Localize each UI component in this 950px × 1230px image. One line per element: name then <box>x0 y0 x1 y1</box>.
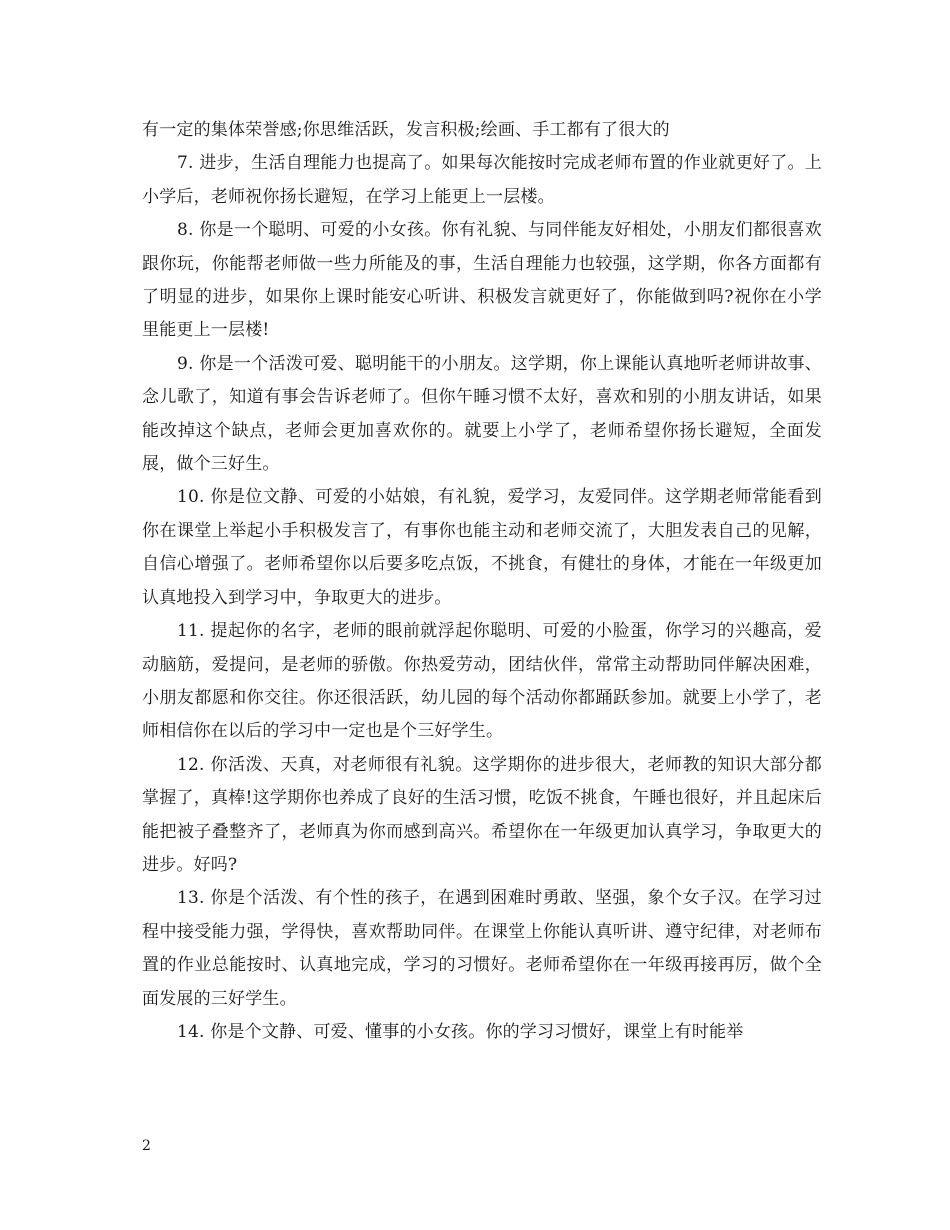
paragraph-item-7: 7. 进步，生活自理能力也提高了。如果每次能按时完成老师布置的作业就更好了。上小学后，老师祝你扬长避短，在学习上能更上一层楼。 <box>142 153 822 207</box>
page-number: 2 <box>142 1138 151 1154</box>
paragraph-item-12: 12. 你活泼、天真，对老师很有礼貌。这学期你的进步很大，老师教的知识大部分都掌握了，真棒!这学期你也养成了良好的生活习惯，吃饭不挑食，午睡也很好，并且起床后能把被子叠整齐了，老师真为你而感到高兴。希望你在一年级更加认真学习，争取更大的进步。好吗? <box>142 754 822 875</box>
paragraph-item-14: 14. 你是个文静、可爱、懂事的小女孩。你的学习习惯好，课堂上有时能举 <box>177 1021 744 1042</box>
paragraph-item-13: 13. 你是个活泼、有个性的孩子，在遇到困难时勇敢、坚强，象个女子汉。在学习过程中接受能力强，学得快，喜欢帮助同伴。在课堂上你能认真听讲、遵守纪律，对老师布置的作业总能按时、认真地完成，学习的习惯好。老师希望你在一年级再接再厉，做个全面发展的三好学生。 <box>142 888 822 1009</box>
paragraph-continuation: 有一定的集体荣誉感;你思维活跃，发言积极;绘画、手工都有了很大的 <box>142 120 670 140</box>
paragraph-item-10: 10. 你是位文静、可爱的小姑娘，有礼貌，爱学习，友爱同伴。这学期老师常能看到你在课堂上举起小手积极发言了，有事你也能主动和老师交流了，大胆发表自己的见解，自信心增强了。老师希望你以后要多吃点饭，不挑食，有健壮的身体，才能在一年级更加认真地投入到学习中，争取更大的进步。 <box>142 487 822 608</box>
paragraph-item-11: 11. 提起你的名字，老师的眼前就浮起你聪明、可爱的小脸蛋，你学习的兴趣高，爱动脑筋，爱提问，是老师的骄傲。你热爱劳动，团结伙伴，常常主动帮助同伴解决困难，小朋友都愿和你交往。你还很活跃，幼儿园的每个活动你都踊跃参加。就要上小学了，老师相信你在以后的学习中一定也是个三好学生。 <box>142 621 822 742</box>
document-body <box>142 114 822 1049</box>
paragraph-item-9: 9. 你是一个活泼可爱、聪明能干的小朋友。这学期，你上课能认真地听老师讲故事、念儿歌了，知道有事会告诉老师了。但你午睡习惯不太好，喜欢和别的小朋友讲话，如果能改掉这个缺点，老师会更加喜欢你的。就要上小学了，老师希望你扬长避短，全面发展，做个三好生。 <box>142 353 822 475</box>
paragraph-item-8: 8. 你是一个聪明、可爱的小女孩。你有礼貌、与同伴能友好相处，小朋友们都很喜欢跟你玩，你能帮老师做一些力所能及的事，生活自理能力也较强，这学期，你各方面都有了明显的进步，如果你上课时能安心听讲、积极发言就更好了，你能做到吗?祝你在小学里能更上一层楼! <box>142 220 822 341</box>
